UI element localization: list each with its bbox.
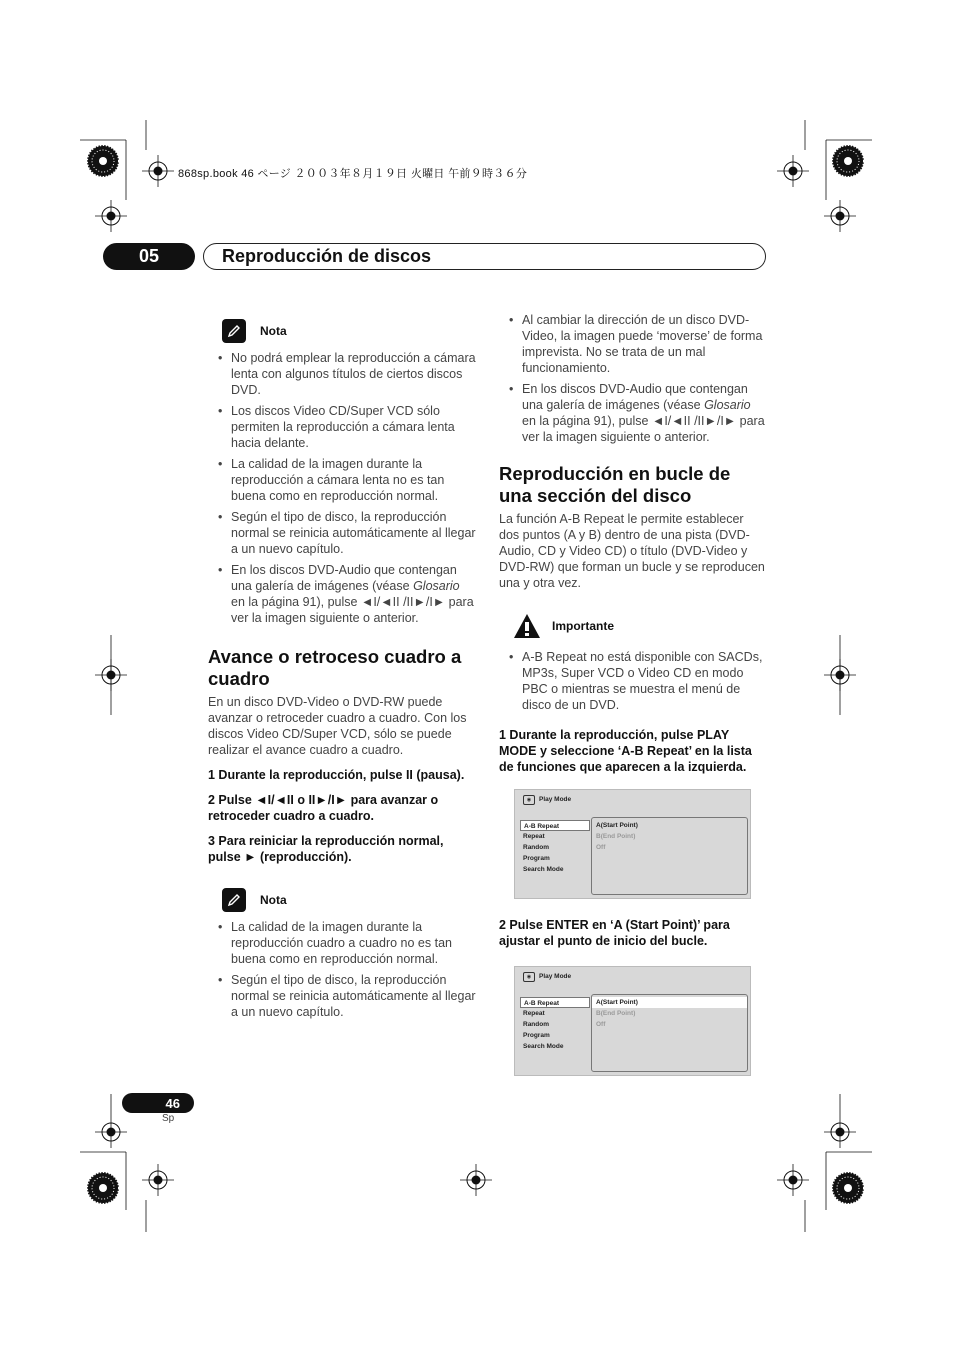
list-item-text: en la página 91), pulse ◄I/◄II /II►/I► para ver la imagen siguiente o anterior.	[231, 595, 474, 625]
menu-item-random: Random	[523, 844, 549, 851]
option-end-point: B(End Point)	[596, 1010, 636, 1017]
menu-item-search-mode: Search Mode	[523, 866, 564, 873]
important-header	[513, 613, 767, 639]
crosshair-mark-icon	[142, 1164, 174, 1196]
crosshair-mark-icon	[142, 155, 174, 187]
osd-options-panel	[591, 817, 748, 895]
list-item	[499, 381, 767, 445]
osd-title-text: Play Mode	[539, 973, 572, 980]
note-label: Nota	[260, 893, 287, 907]
menu-item-random: Random	[523, 1021, 549, 1028]
play-mode-screen-1	[514, 789, 751, 899]
important-list	[499, 649, 767, 713]
left-column	[208, 318, 476, 1025]
disc-icon: ◉	[523, 795, 535, 805]
menu-item-program: Program	[523, 855, 550, 862]
note-header	[222, 318, 476, 344]
crosshair-mark-icon	[777, 1164, 809, 1196]
chapter-number: 05	[103, 243, 195, 270]
menu-item-program: Program	[523, 1032, 550, 1039]
chapter-title-box	[203, 243, 766, 270]
menu-item-repeat: Repeat	[523, 833, 545, 840]
osd-menu	[520, 820, 590, 875]
right-column	[499, 312, 767, 1076]
list-item: • Al cambiar la dirección de un disco DVD-Video, la imagen puede ‘moverse’ de forma imprevista. No se trata de un mal funcionamiento.	[499, 312, 767, 376]
step-2: 2 Pulse ◄I/◄II o II►/I► para avanzar o retroceder cuadro a cuadro.	[208, 793, 439, 823]
pencil-note-icon	[222, 319, 246, 343]
note-list	[208, 919, 476, 1020]
option-off: Off	[596, 844, 606, 851]
important-label: Importante	[552, 619, 615, 633]
list-item-text: en la página 91), pulse ◄I/◄II /II►/I► para ver la imagen siguiente o anterior.	[522, 414, 765, 444]
note-header	[222, 887, 476, 913]
step-1: 1 Durante la reproducción, pulse PLAY MODE y seleccione ‘A-B Repeat’ en la lista de funciones que aparecen a la izquierda.	[499, 728, 752, 774]
osd-menu	[520, 997, 590, 1052]
step-2: 2 Pulse ENTER en ‘A (Start Point)’ para ajustar el punto de inicio del bucle.	[499, 918, 730, 948]
osd-title	[523, 794, 571, 805]
list-item: • Según el tipo de disco, la reproducción normal se reinicia automáticamente al llegar a un nuevo capítulo.	[208, 972, 476, 1020]
list-item: • Los discos Video CD/Super VCD sólo permiten la reproducción a cámara lenta hacia delante.	[208, 403, 476, 451]
list-item: • A-B Repeat no está disponible con SACDs, MP3s, Super VCD o Video CD en modo PBC o mientras se muestra el menú de disco de un DVD.	[499, 649, 767, 713]
menu-item-repeat: Repeat	[523, 1010, 545, 1017]
starburst-mark-icon	[87, 145, 119, 177]
glossary-reference: Glosario	[413, 579, 460, 593]
bullet-list	[499, 312, 767, 445]
osd-title	[523, 971, 571, 982]
section-intro: La función A-B Repeat le permite establecer dos puntos (A y B) dentro de una pista (DVD-Audio, CD y Video CD) o título (DVD-Video y DVD-RW) que forman un bucle y se reproducen una y otra vez.	[499, 512, 765, 590]
option-off: Off	[596, 1021, 606, 1028]
crosshair-mark-icon	[824, 1116, 856, 1148]
page-number: 46	[122, 1093, 194, 1113]
chapter-title: Reproducción de discos	[222, 246, 432, 266]
section-intro: En un disco DVD-Video o DVD-RW puede avanzar o retroceder cuadro a cuadro. Con los discos Video CD/Super VCD, sólo se puede realizar el avance cuadro a cuadro.	[208, 695, 467, 757]
menu-item-ab-repeat: A-B Repeat	[520, 820, 590, 831]
play-mode-screen-2	[514, 966, 751, 1076]
step-1: 1 Durante la reproducción, pulse II (pausa).	[208, 768, 465, 782]
option-start-point: A(Start Point)	[596, 822, 638, 829]
crosshair-mark-icon	[95, 1116, 127, 1148]
crosshair-mark-icon	[460, 1164, 492, 1196]
note-label: Nota	[260, 324, 287, 338]
pencil-note-icon	[222, 888, 246, 912]
crosshair-mark-icon	[777, 155, 809, 187]
crosshair-mark-icon	[824, 200, 856, 232]
section-title: Reproducción en bucle de una sección del disco	[499, 463, 731, 506]
glossary-reference: Glosario	[704, 398, 751, 412]
list-item: • No podrá emplear la reproducción a cámara lenta con algunos títulos de ciertos discos DVD.	[208, 350, 476, 398]
warning-hand-icon	[513, 613, 541, 639]
menu-item-search-mode: Search Mode	[523, 1043, 564, 1050]
starburst-mark-icon	[832, 1172, 864, 1204]
disc-icon: ◉	[523, 972, 535, 982]
list-item-text: En los discos DVD-Audio que contengan una galería de imágenes (véase	[231, 563, 457, 593]
osd-options-panel	[591, 994, 748, 1072]
print-header: 868sp.book 46 ページ ２００３年８月１９日 火曜日 午前９時３６分	[178, 168, 528, 180]
starburst-mark-icon	[87, 1172, 119, 1204]
option-start-point: A(Start Point)	[592, 997, 747, 1008]
list-item: • La calidad de la imagen durante la reproducción a cámara lenta no es tan buena como en reproducción normal.	[208, 456, 476, 504]
section-title: Avance o retroceso cuadro a cuadro	[208, 646, 462, 689]
option-end-point: B(End Point)	[596, 833, 636, 840]
crosshair-mark-icon	[95, 200, 127, 232]
step-3: 3 Para reiniciar la reproducción normal, pulse ► (reproducción).	[208, 834, 444, 864]
list-item: • Según el tipo de disco, la reproducción normal se reinicia automáticamente al llegar a un nuevo capítulo.	[208, 509, 476, 557]
list-item-text: En los discos DVD-Audio que contengan una galería de imágenes (véase	[522, 382, 748, 412]
list-item	[208, 562, 476, 626]
list-item: • La calidad de la imagen durante la reproducción cuadro a cuadro no es tan buena como en reproducción normal.	[208, 919, 476, 967]
note-list	[208, 350, 476, 626]
menu-item-ab-repeat: A-B Repeat	[520, 997, 590, 1008]
starburst-mark-icon	[832, 145, 864, 177]
page-language: Sp	[162, 1113, 175, 1124]
osd-title-text: Play Mode	[539, 796, 572, 803]
